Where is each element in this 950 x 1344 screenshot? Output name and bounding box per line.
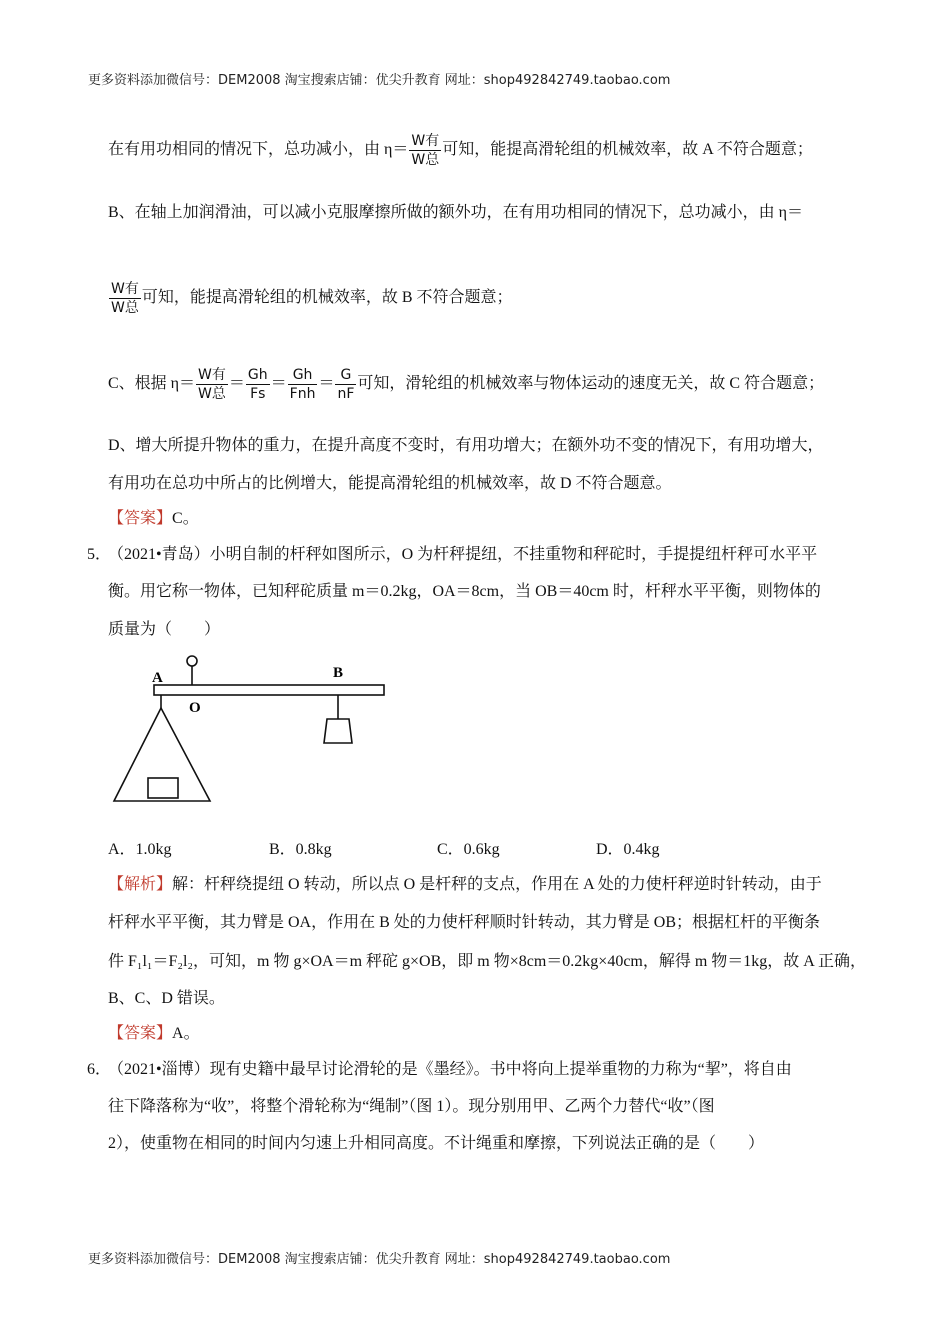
fraction-denominator: W总 <box>198 386 226 402</box>
paragraph-a-pre: 在有用功相同的情况下，总功减小，由 η＝ <box>108 141 409 159</box>
option-d[interactable]: D．0.4kg <box>596 841 660 858</box>
fraction-numerator: W有 <box>411 133 440 149</box>
solution-line1 <box>108 875 822 895</box>
paragraph-c-pre: C、根据 η＝ <box>108 375 196 393</box>
fraction-denominator: W总 <box>411 152 440 168</box>
label-b: B <box>333 665 344 681</box>
fraction-1 <box>196 366 228 403</box>
fraction-numerator: Gh <box>288 366 318 385</box>
paragraph-c-post: 可知，滑轮组的机械效率与物体运动的速度无关，故 C 符合题意； <box>357 375 825 393</box>
equals-sign: ＝ <box>318 375 335 393</box>
paragraph-c <box>108 366 824 403</box>
answer-text: C。 <box>172 510 199 527</box>
lifting-knob <box>187 656 197 666</box>
fraction-numerator: W有 <box>111 281 139 297</box>
answer-tag: 【答案】 <box>108 510 173 527</box>
label-o: O <box>189 700 201 716</box>
option-c[interactable]: C．0.6kg <box>437 841 500 858</box>
solution-line3: 件 F₁l₁＝F₂l₂，可知，m 物 g×OA＝m 秤砣 g×OB，即 m 物×8cm＝0.2kg×40cm，解得 m 物＝1kg，故 A 正确， <box>108 953 866 970</box>
fraction-denominator: nF <box>337 386 355 402</box>
solution-line2: 杆秤水平平衡，其力臂是 OA，作用在 B 处的力使杆秤顺时针转动，其力臂是 OB；根据杠杆的平衡条 <box>108 914 821 931</box>
paragraph-a-post: 可知，能提高滑轮组的机械效率，故 A 不符合题意； <box>442 141 813 159</box>
efficiency-fraction <box>109 280 141 317</box>
paragraph-b-line1: B、在轴上加润滑油，可以减小克服摩擦所做的额外功，在有用功相同的情况下，总功减小，由 η＝ <box>108 204 804 221</box>
q6-line3: 2），使重物在相同的时间内匀速上升相同高度。不计绳重和摩擦，下列说法正确的是（ ） <box>108 1135 765 1152</box>
fraction-numerator: W有 <box>198 367 226 383</box>
label-a: A <box>152 670 163 686</box>
q5-line3: 质量为（ ） <box>108 621 221 638</box>
steelyard-beam <box>154 685 384 695</box>
object-box <box>148 778 178 798</box>
solution-line4: B、C、D 错误。 <box>108 990 225 1007</box>
solution-text: 解：杆秤绕提纽 O 转动，所以点 O 是杆秤的支点，作用在 A 处的力使杆秤逆时针转动，由于 <box>172 876 822 893</box>
fraction-denominator: Fnh <box>289 386 316 402</box>
question-number-5: 5． <box>87 546 112 563</box>
paragraph-a <box>108 132 813 169</box>
page-header: 更多资料添加微信号：DEM2008 淘宝搜索店铺：优尖升教育 网址：shop492842749.taobao.com <box>88 73 671 88</box>
option-a[interactable]: A．1.0kg <box>108 841 172 858</box>
fraction-3 <box>288 366 318 403</box>
answer-q5 <box>108 1024 200 1044</box>
q6-line2: 往下降落称为“收”，将整个滑轮称为“绳制”（图 1）。现分别用甲、乙两个力替代“收”（图 <box>108 1098 715 1115</box>
fraction-4 <box>335 366 356 403</box>
fraction-numerator: Gh <box>247 367 268 383</box>
equals-sign: ＝ <box>228 375 245 393</box>
paragraph-d-line2: 有用功在总功中所占的比例增大，能提高滑轮组的机械效率，故 D 不符合题意。 <box>108 475 672 492</box>
fraction-denominator: W总 <box>111 300 139 316</box>
fraction-numerator: G <box>335 366 356 385</box>
answer-text: A。 <box>172 1025 200 1042</box>
paragraph-b-post: 可知，能提高滑轮组的机械效率，故 B 不符合题意； <box>141 289 513 307</box>
counterweight <box>324 719 352 743</box>
q5-line2: 衡。用它称一物体，已知秤砣质量 m＝0.2kg，OA＝8cm，当 OB＝40cm 时，杆秤水平平衡，则物体的 <box>108 583 821 600</box>
paragraph-b-line2 <box>108 280 513 317</box>
fraction-2 <box>246 366 270 403</box>
q5-line1: （2021•青岛）小明自制的杆秤如图所示，O 为杆秤提纽，不挂重物和秤砣时，手提提纽杆秤可水平平 <box>108 546 818 563</box>
efficiency-fraction <box>409 132 441 169</box>
page-footer: 更多资料添加微信号：DEM2008 淘宝搜索店铺：优尖升教育 网址：shop492842749.taobao.com <box>88 1252 671 1267</box>
solution-tag: 【解析】 <box>108 876 173 893</box>
paragraph-d-line1: D、增大所提升物体的重力，在提升高度不变时，有用功增大；在额外功不变的情况下，有用功增大， <box>108 437 824 454</box>
answer-tag: 【答案】 <box>108 1025 173 1042</box>
question-number-6: 6． <box>87 1061 112 1078</box>
fraction-denominator: Fs <box>250 386 266 402</box>
q6-line1: （2021•淄博）现有史籍中最早讨论滑轮的是《墨经》。书中将向上提举重物的力称为“挈”，将自由 <box>108 1061 792 1078</box>
equals-sign: ＝ <box>270 375 287 393</box>
option-b[interactable]: B．0.8kg <box>269 841 332 858</box>
steelyard-diagram <box>108 650 398 810</box>
answer-q4 <box>108 509 199 529</box>
